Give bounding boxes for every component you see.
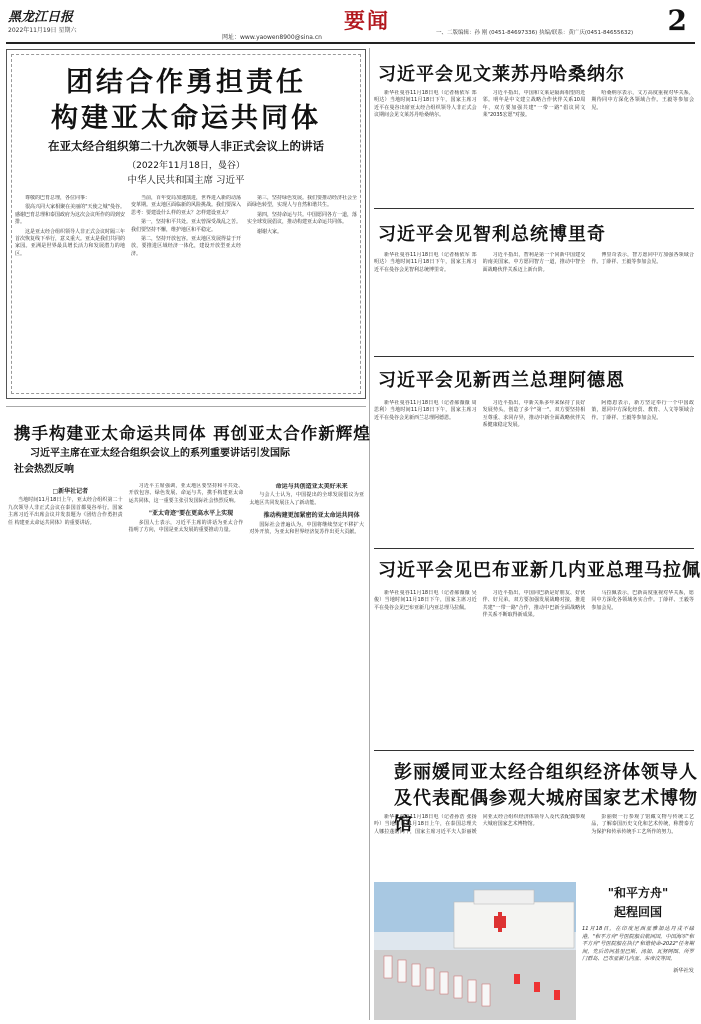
page-number: 2: [667, 4, 687, 37]
article-separator: [374, 208, 694, 209]
brunei-paragraph: 哈桑纳尔表示，文方高度重视对华关系，期待同中方深化各领域合作。王毅等参加会见。: [591, 90, 694, 111]
left-subhead: "亚太奇迹"要在更高水平上实现: [148, 510, 234, 518]
hospital-ship-photo: [374, 882, 576, 1020]
editors-line: 一、二版编辑：孙 刚 (0451-84697336) 执编/联系：黄广庆(0451-84655632): [436, 30, 634, 36]
left-article-subtitle-line2: 社会热烈反响: [14, 464, 74, 475]
article-separator: [374, 750, 694, 751]
issue-date: 2022年11月19日 星期六: [8, 27, 77, 34]
photo-caption-body: 11月18日，在印度尼西亚雅加达丹戎不碌港，"和平方舟"号医院船启航回国。中国海军"和平方舟"号医院船在执行"和谐使命-2022"任务期间，先后访问基里巴斯、汤加、瓦努阿图、所罗门群岛、巴布亚新几内亚、东帝汶等国。: [582, 926, 694, 963]
left-paragraph: 习近平主席强调，亚太地区要坚持和平共处、开放包容、绿色发展、命运与共，携手构建亚太命运共同体，这一重要主张引发国际社会热烈反响。: [128, 483, 244, 504]
brunei-article-title: 习近平会见文莱苏丹哈桑纳尔: [378, 64, 625, 85]
main-article-body: [15, 195, 357, 390]
png-paragraph: 新华社曼谷11月18日电（记者郝薇薇 吴俊）当地时间11月18日下午，国家主席习近平在曼谷会见巴布亚新几内亚总理马拉佩。: [374, 590, 477, 611]
main-author: 中华人民共和国主席 习近平: [127, 175, 245, 186]
png-paragraph: 马拉佩表示，巴新高度重视对华关系，愿同中方深化各领域务实合作。丁薛祥、王毅等参加会见。: [591, 590, 694, 611]
left-subhead: 命运与共创造亚太美好未来: [275, 483, 348, 490]
masthead: [6, 4, 695, 42]
newzealand-article-body: [374, 400, 694, 542]
photo-illustration: [374, 882, 576, 1020]
main-paragraph: 第三，坚持绿色发展。我们要推动经济社会全面绿色转型，实现人与自然和谐共生。: [247, 195, 357, 209]
chile-paragraph: 博里奇表示，智方愿同中方加强各领域合作。丁薛祥、王毅等参加会见。: [591, 252, 694, 266]
chile-article-body: [374, 252, 694, 348]
main-paragraph: 这是亚太经合组织领导人非正式会议时隔三年首次恢复线下举行，意义重大。亚太是我们共同的家园。亚洲是世界最具增长活力和发展潜力的地区。: [15, 228, 126, 257]
main-paragraph: 很高兴同大家相聚在美丽的"天使之城"曼谷。感谢巴育总理和泰国政府为这次会议所作的周到安排。: [15, 204, 126, 226]
left-article-subtitle-line1: 习近平主席在亚太经合组织会议上的系列重要讲话引发国际: [30, 448, 290, 459]
article-separator: [374, 548, 694, 549]
photo-caption-title1: "和平方舟": [607, 886, 669, 900]
photo-caption-source: 新华社发: [673, 967, 694, 974]
chile-article-title: 习近平会见智利总统博里奇: [378, 224, 606, 245]
chile-paragraph: 新华社曼谷11月18日电（记者杨依军 郑明达）当地时间11月18日下午，国家主席习近平在曼谷会见智利总统博里奇。: [374, 252, 477, 273]
left-paragraph: 多国人士表示，习近平主席的讲话为亚太合作指明了方向，中国是亚太发展的重要推动力量。: [128, 519, 244, 534]
main-paragraph: 第二，坚持开放包容。亚太地区发展得益于开放，要推进区域经济一体化，建设开放型亚太经济。: [131, 236, 242, 257]
left-paragraph: 国际社会普遍认为，中国将继续坚定不移扩大对外开放，为亚太和世界经济复苏作出更大贡献。: [249, 521, 364, 536]
peng-article-body: [374, 814, 694, 874]
brunei-paragraph: 习近平指出，中国和文莱是隔海相望的近邻。明年是中文建立战略合作伙伴关系10周年，双方要加强共建"一带一路"倡议同文莱"2035宏愿"对接。: [482, 90, 586, 119]
left-article-title: 携手构建亚太命运共同体 再创亚太合作新辉煌: [14, 424, 371, 443]
main-article-box: [6, 49, 366, 399]
newzealand-paragraph: 阿德恩表示，新方坚定奉行一个中国政策，愿同中方深化经贸、教育、人文等领域合作。丁薛祥、王毅等参加会见。: [591, 400, 694, 421]
left-paragraph: 与会人士认为，中国提出的全球发展倡议为亚太地区共同发展注入了新动能。: [249, 492, 364, 506]
left-paragraph: 当地时间11月18日上午，亚太经合组织第二十九次领导人非正式会议在泰国首都曼谷举行。国家主席习近平出席会议并发表题为《团结合作勇担责任 构建亚太命运共同体》的重要讲话。: [8, 497, 123, 526]
main-paragraph: 谢谢大家。: [257, 228, 283, 235]
peng-paragraph: 彭丽媛一行参观了馆藏文物与传统工艺品，了解泰国历史文化和艺术传统，称赞泰方为保护和传承传统手工艺所作的努力。: [591, 814, 694, 835]
main-subtitle: 在亚太经合组织第二十九次领导人非正式会议上的讲话: [48, 139, 324, 153]
newzealand-article-title: 习近平会见新西兰总理阿德恩: [378, 370, 625, 391]
png-article-body: [374, 590, 694, 742]
main-title-line2: 构建亚太命运共同体: [51, 103, 321, 134]
article-separator: [374, 356, 694, 357]
contact-email: 网址：www.yaowen8900@sina.cn: [222, 34, 322, 41]
peng-article-title-line1: 彭丽媛同亚太经合组织经济体领导人: [394, 762, 698, 783]
png-paragraph: 习近平指出，中国同巴新是好朋友、好伙伴、好兄弟。双方要加强发展战略对接，推进共建"一带一路"合作，推动中巴新全面战略伙伴关系不断取得新成果。: [482, 590, 586, 619]
left-article-byline: □新华社记者: [52, 488, 89, 495]
png-article-title: 习近平会见巴布亚新几内亚总理马拉佩: [378, 560, 701, 581]
peng-article-title-line2: 及代表配偶参观大城府国家艺术博物馆: [394, 788, 698, 835]
main-date: （2022年11月18日，曼谷）: [127, 161, 245, 171]
newzealand-paragraph: 习近平指出，中新关系多年来保持了良好发展势头，创造了多个"第一"。双方要坚持相互尊重、求同存异，推动中新全面战略伙伴关系健康稳定发展。: [482, 400, 586, 429]
main-paragraph: 第一，坚持和平共处。亚太曾深受战乱之苦。我们要坚持不懈，维护地区和平稳定。: [131, 219, 242, 233]
main-paragraph: 当前，百年变局加速演进，世界进入新的动荡变革期。亚太地区面临新的风险挑战。我们要深入思考：要建设什么样的亚太？怎样建设亚太？: [131, 195, 242, 216]
main-title-line1: 团结合作勇担责任: [66, 67, 306, 98]
left-subhead: 推动构建更加紧密的亚太命运共同体: [263, 512, 360, 520]
peng-paragraph: 新华社曼谷11月18日电（记者孙浩 张扬吟）当地时间11月18日上午，在泰国总理夫人娜拉蓬陪同下，国家主席习近平夫人彭丽媛同亚太经合组织经济体领导人及代表配偶参观大城府国家艺术博物馆。: [374, 814, 586, 835]
column-divider: [369, 48, 370, 1020]
newzealand-paragraph: 新华社曼谷11月18日电（记者郝薇薇 周思利）当地时间11月18日下午，国家主席习近平在曼谷会见新西兰总理阿德恩。: [374, 400, 477, 421]
left-article-body: [8, 483, 364, 1018]
photo-caption-title2: 起程回国: [613, 905, 662, 919]
left-section-divider: [6, 406, 366, 407]
section-title: 要闻: [344, 8, 390, 33]
main-paragraph: 第四，坚持命运与共。中国愿同各方一道，落实全球发展倡议，推动构建亚太命运共同体。: [247, 211, 357, 226]
newspaper-logo: 黑龙江日报: [8, 10, 74, 25]
brunei-article-body: [374, 90, 694, 198]
main-paragraph: 尊敬的巴育总理，各位同事：: [25, 195, 91, 201]
masthead-rule: [6, 42, 695, 44]
chile-paragraph: 习近平指出，智利是第一个同新中国建交的南美国家。中方愿同智方一道，推动中智全面战略伙伴关系迈上新台阶。: [482, 252, 586, 273]
brunei-paragraph: 新华社曼谷11月18日电（记者杨依军 郑明达）当地时间11月18日下午，国家主席习近平在曼谷出席亚太经合组织领导人非正式会议期间会见文莱苏丹哈桑纳尔。: [374, 90, 477, 119]
photo-caption: [582, 884, 694, 974]
